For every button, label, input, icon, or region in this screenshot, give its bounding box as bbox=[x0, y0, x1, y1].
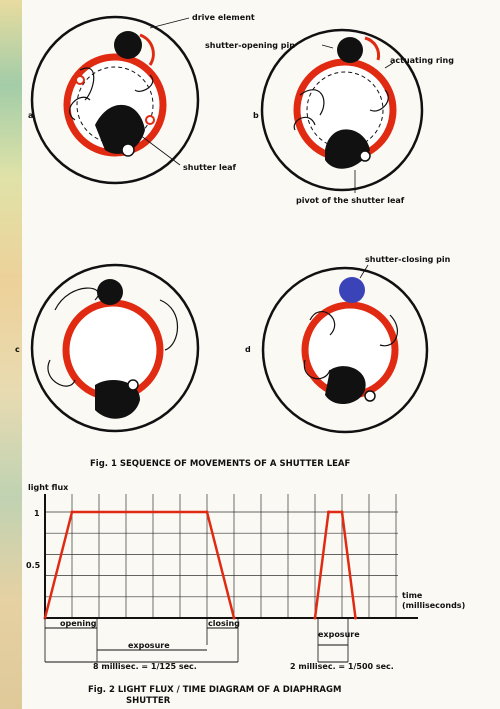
flux-point bbox=[314, 617, 317, 620]
panel-d-closing-pin-element bbox=[339, 277, 365, 303]
leader-shutter-leaf bbox=[140, 135, 180, 165]
fig2-caption-line2: SHUTTER bbox=[126, 696, 171, 706]
flux-point bbox=[71, 511, 74, 514]
panel-a-pivot bbox=[122, 144, 134, 156]
panel-a-drive-arrow bbox=[140, 35, 153, 65]
panel-c-letter: c bbox=[15, 345, 20, 354]
annotation-duration1: 8 millisec. = 1/125 sec. bbox=[93, 662, 197, 671]
panel-c-drive-element bbox=[97, 279, 123, 305]
label-shutter-closing-pin: shutter-closing pin bbox=[365, 255, 451, 264]
annotation-closing: closing bbox=[208, 619, 240, 628]
flux-point bbox=[341, 511, 344, 514]
annotation-duration2: 2 millisec. = 1/500 sec. bbox=[290, 662, 394, 671]
x-axis-label-line1: time bbox=[402, 591, 423, 600]
flux-point bbox=[354, 617, 357, 620]
label-shutter-leaf: shutter leaf bbox=[183, 163, 237, 172]
label-actuating-ring: actuating ring bbox=[390, 56, 454, 65]
panel-b-pivot bbox=[360, 151, 370, 161]
leader-drive-element bbox=[150, 18, 189, 28]
y-tick-0-5: 0.5 bbox=[26, 561, 41, 570]
label-drive-element: drive element bbox=[192, 13, 255, 22]
label-pivot: pivot of the shutter leaf bbox=[296, 196, 405, 205]
flux-point bbox=[327, 511, 330, 514]
label-shutter-opening-pin: shutter-opening pin bbox=[205, 41, 295, 50]
panel-b bbox=[205, 30, 454, 205]
panel-a-drive-element bbox=[114, 31, 142, 59]
leader-opening-pin bbox=[322, 45, 333, 48]
panel-d bbox=[245, 255, 451, 432]
x-axis-label-line2: (milliseconds) bbox=[402, 601, 466, 610]
panel-a-letter: a bbox=[28, 111, 34, 120]
series-outline-0 bbox=[45, 512, 234, 618]
flux-series-line-0 bbox=[45, 512, 234, 618]
annotation-exposure2: exposure bbox=[318, 630, 360, 639]
annotation-exposure1: exposure bbox=[128, 641, 170, 650]
panel-b-drive-arrow bbox=[365, 38, 379, 60]
panel-b-drive-element bbox=[337, 37, 363, 63]
panel-d-letter: d bbox=[245, 345, 251, 354]
flux-series-line-1 bbox=[315, 512, 356, 618]
fig1-caption: Fig. 1 SEQUENCE OF MOVEMENTS OF A SHUTTER LEAF bbox=[90, 459, 351, 469]
panel-a-pin bbox=[146, 116, 154, 124]
flux-point bbox=[206, 511, 209, 514]
y-axis-label: light flux bbox=[28, 483, 69, 492]
light-flux-chart bbox=[26, 483, 465, 671]
panel-a bbox=[28, 13, 255, 183]
panel-c-pivot bbox=[128, 380, 138, 390]
annotation-opening: opening bbox=[60, 619, 97, 628]
panel-d-pivot bbox=[365, 391, 375, 401]
panel-a-pin bbox=[76, 76, 84, 84]
panel-d-shutter-leaf bbox=[325, 366, 366, 404]
fig2-caption-line1: Fig. 2 LIGHT FLUX / TIME DIAGRAM OF A DIAPHRAGM bbox=[88, 685, 342, 695]
panel-c bbox=[15, 265, 198, 431]
panel-b-letter: b bbox=[253, 111, 259, 120]
y-tick-1: 1 bbox=[34, 509, 40, 518]
